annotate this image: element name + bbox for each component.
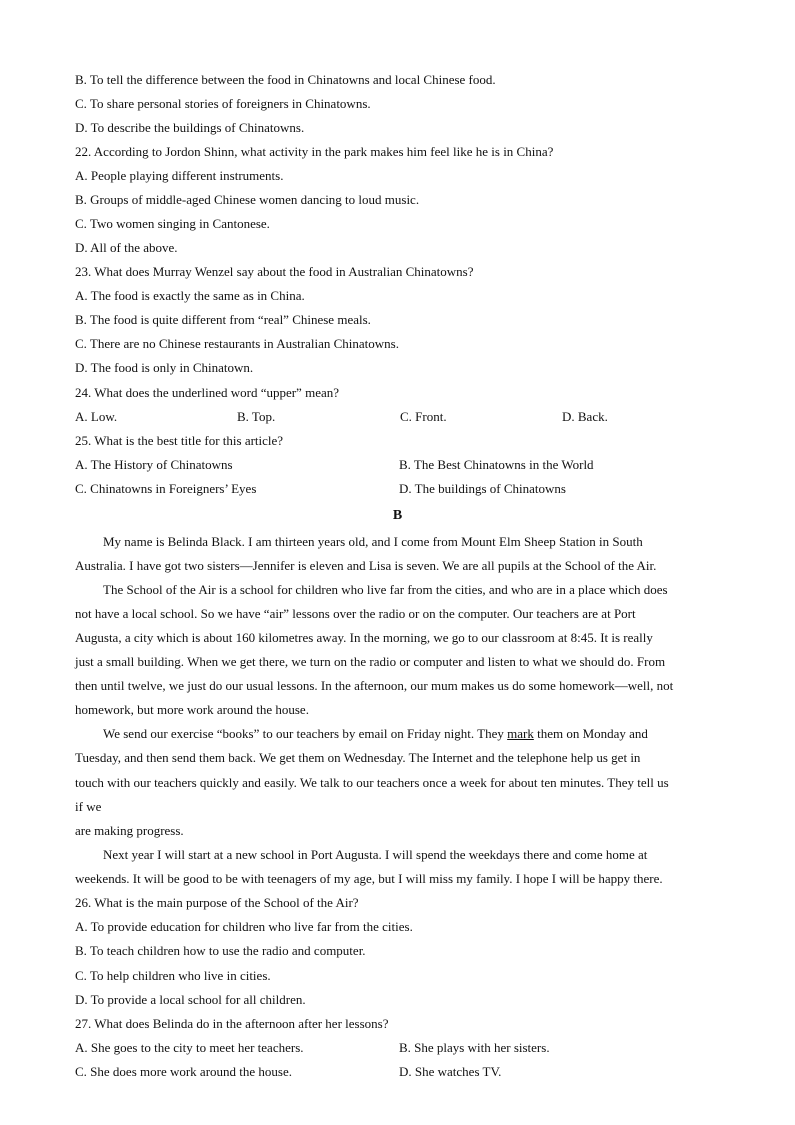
passage-p3-line4: if we [75,799,102,814]
q22-option-d: D. All of the above. [75,240,178,255]
q25-stem: 25. What is the best title for this article? [75,433,284,448]
passage-p2-line4: just a small building. When we get there, we turn on the radio or computer and listen to what we should do. From [75,654,666,669]
passage-p2-line2: not have a local school. So we have “air” lessons over the radio or on the computer. Our teachers are at Port [75,606,636,621]
passage-p2-line6: homework, but more work around the house. [75,702,309,717]
passage-p4-line1: Next year I will start at a new school in Port Augusta. I will spend the weekdays there and come home at [103,847,648,862]
q21-option-b: B. To tell the difference between the food in Chinatowns and local Chinese food. [75,72,496,87]
passage-p2-line5: then until twelve, we just do our usual lessons. In the afternoon, our mum makes us do some homework—well, not [75,678,674,693]
q25-option-a: A. The History of Chinatowns [75,457,233,472]
q27-option-d: D. She watches TV. [399,1064,502,1079]
q27-stem: 27. What does Belinda do in the afternoon after her lessons? [75,1016,389,1031]
q22-stem: 22. According to Jordon Shinn, what activity in the park makes him feel like he is in China? [75,144,554,159]
q26-stem: 26. What is the main purpose of the School of the Air? [75,895,359,910]
q22-option-b: B. Groups of middle-aged Chinese women dancing to loud music. [75,192,420,207]
section-b-title: B [392,508,403,523]
q24-stem: 24. What does the underlined word “upper” mean? [75,385,339,400]
q23-option-a: A. The food is exactly the same as in China. [75,288,305,303]
q26-option-d: D. To provide a local school for all children. [75,992,306,1007]
q21-option-c: C. To share personal stories of foreigners in Chinatowns. [75,96,371,111]
passage-p3-line5: are making progress. [75,823,184,838]
q24-option-c: C. Front. [400,409,447,424]
q27-option-a: A. She goes to the city to meet her teachers. [75,1040,304,1055]
q27-option-b: B. She plays with her sisters. [399,1040,550,1055]
q25-option-b: B. The Best Chinatowns in the World [399,457,594,472]
passage-p1-line1: My name is Belinda Black. I am thirteen years old, and I come from Mount Elm Sheep Station in South [103,534,643,549]
q26-option-b: B. To teach children how to use the radio and computer. [75,943,366,958]
q24-option-a: A. Low. [75,409,118,424]
q22-option-c: C. Two women singing in Cantonese. [75,216,270,231]
passage-p3-line1 [103,724,648,744]
passage-p4-line2: weekends. It will be good to be with teenagers of my age, but I will miss my family. I hope I will be happy there. [75,871,663,886]
q26-option-a: A. To provide education for children who live far from the cities. [75,919,413,934]
q23-stem: 23. What does Murray Wenzel say about the food in Australian Chinatowns? [75,264,474,279]
q27-option-c: C. She does more work around the house. [75,1064,292,1079]
q23-option-d: D. The food is only in Chinatown. [75,360,254,375]
passage-p3-line1-end: them on Monday and [533,726,648,741]
underlined-word-mark: mark [507,726,534,741]
q23-option-c: C. There are no Chinese restaurants in Australian Chinatowns. [75,336,399,351]
q22-option-a: A. People playing different instruments. [75,168,284,183]
q23-option-b: B. The food is quite different from “real” Chinese meals. [75,312,371,327]
q24-option-d: D. Back. [562,409,608,424]
passage-p1-line2: Australia. I have got two sisters—Jennifer is eleven and Lisa is seven. We are all pupils at the School of the Air. [75,558,657,573]
passage-p3-line3: touch with our teachers quickly and easily. We talk to our teachers once a week for about ten minutes. They tell us [75,775,669,790]
q24-option-b: B. Top. [237,409,276,424]
q21-option-d: D. To describe the buildings of Chinatowns. [75,120,305,135]
q26-option-c: C. To help children who live in cities. [75,968,271,983]
passage-p3-line1-start: We send our exercise “books” to our teachers by email on Friday night. They [103,726,508,741]
q25-option-c: C. Chinatowns in Foreigners’ Eyes [75,481,257,496]
passage-p3-line2: Tuesday, and then send them back. We get them on Wednesday. The Internet and the telephone help us get in [75,750,641,765]
q25-option-d: D. The buildings of Chinatowns [399,481,566,496]
passage-p2-line3: Augusta, a city which is about 160 kilometres away. In the morning, we go to our classroom at 8:45. It is really [75,630,653,645]
passage-p2-line1: The School of the Air is a school for children who live far from the cities, and who are in a place which does [103,582,668,597]
